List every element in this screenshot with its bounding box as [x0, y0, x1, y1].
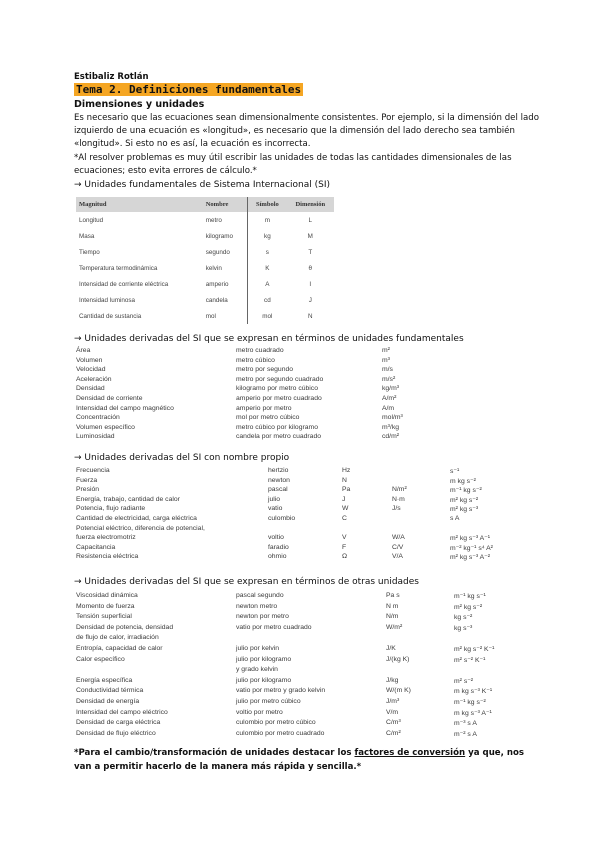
derived-magnitude: Densidad	[76, 385, 105, 393]
si-cell-magnitude: Temperatura termodinámica	[79, 264, 158, 272]
other-magnitude: Viscosidad dinámica	[76, 592, 138, 599]
si-row	[76, 212, 334, 228]
footer-text-before: *Para el cambio/transformación de unidades destacar los	[74, 748, 355, 758]
si-cell-dimension: N	[308, 312, 313, 320]
derived-magnitude: Concentración	[76, 414, 120, 422]
other-unit-base: m² s⁻² K⁻¹	[454, 656, 486, 664]
derived-magnitude: Luminosidad	[76, 433, 115, 441]
section-heading-derived-named: → Unidades derivadas del SI con nombre propio	[74, 453, 290, 463]
other-magnitude: de flujo de calor, irradiación	[76, 634, 159, 642]
named-unit-base: m² kg s⁻³ A⁻¹	[450, 535, 491, 543]
si-cell-symbol: A	[248, 276, 287, 292]
si-row	[76, 292, 334, 308]
named-unit-symbol: F	[342, 543, 347, 551]
other-unit-symbol: C/m²	[386, 729, 401, 737]
other-unit-name: julio por kelvin	[236, 645, 280, 652]
named-unit-name: julio	[268, 495, 281, 503]
other-unit-symbol: Pa s	[386, 592, 400, 599]
named-unit-symbol: Hz	[342, 467, 351, 474]
other-unit-name: y grado kelvin	[236, 666, 278, 674]
si-header-dimension: Dimensión	[287, 197, 334, 212]
si-header-name: Nombre	[203, 197, 248, 212]
other-unit-symbol: C/m³	[386, 719, 401, 727]
conversion-factors-link: factores de conversión	[354, 748, 466, 758]
named-unit-name: vatio	[268, 505, 283, 513]
named-magnitude: Potencial eléctrico, diferencia de potencial,	[76, 524, 205, 532]
derived-unit-name: metro cúbico por kilogramo	[236, 423, 318, 431]
other-magnitude: Intensidad del campo eléctrico	[76, 708, 168, 716]
other-unit-symbol: W/(m K)	[386, 687, 411, 695]
named-magnitude: fuerza electromotriz	[76, 534, 136, 542]
derived-unit-name: amperio por metro cuadrado	[236, 395, 322, 402]
other-unit-name: pascal segundo	[236, 592, 284, 599]
named-unit-symbol: V	[342, 534, 347, 542]
other-unit-name: julio por kilogramo	[236, 676, 292, 684]
named-unit-symbol: W	[342, 505, 349, 513]
footer-note	[74, 746, 544, 774]
si-cell-name: metro	[205, 216, 222, 224]
named-magnitude: Frecuencia	[76, 467, 110, 474]
other-unit-name: newton por metro	[236, 613, 289, 621]
derived-magnitude: Densidad de corriente	[76, 395, 143, 402]
si-row	[76, 244, 334, 260]
si-cell-symbol: m	[248, 212, 287, 228]
si-cell-name: kelvin	[205, 264, 222, 272]
named-unit-symbol: Pa	[342, 486, 351, 494]
derived-unit-symbol: A/m²	[382, 395, 397, 402]
named-unit-name: culombio	[268, 515, 296, 522]
si-cell-name: mol	[205, 312, 216, 320]
other-unit-base: kg s⁻³	[454, 624, 473, 632]
other-unit-name: newton metro	[236, 602, 278, 610]
derived-magnitude: Aceleración	[76, 375, 112, 383]
other-magnitude: Densidad de carga eléctrica	[76, 719, 161, 727]
si-cell-symbol: cd	[248, 292, 287, 308]
named-unit-name: ohmio	[268, 553, 287, 561]
si-cell-dimension: M	[307, 232, 313, 240]
si-cell-dimension: T	[308, 248, 313, 256]
other-unit-symbol: J/kg	[386, 676, 399, 684]
other-unit-base: m⁻² s A	[454, 730, 477, 738]
named-unit-expression: N·m	[392, 495, 405, 503]
si-cell-magnitude: Longitud	[79, 216, 104, 224]
named-unit-name: faradio	[268, 543, 289, 551]
other-magnitude: Momento de fuerza	[76, 602, 135, 610]
other-unit-symbol: W/m²	[386, 623, 403, 631]
named-magnitude: Resistencia eléctrica	[76, 553, 139, 561]
named-magnitude: Capacitancia	[76, 543, 116, 551]
derived-unit-symbol: mol/m³	[382, 414, 403, 422]
note-paragraph: *Al resolver problemas es muy útil escribir las unidades de todas las cantidades dimensionales de las ecuaciones; esto evita errores de cálculo.*	[74, 153, 512, 176]
other-unit-base: m⁻¹ kg s⁻²	[454, 699, 486, 706]
derived-magnitude: Volumen	[76, 356, 103, 364]
si-fundamental-table	[76, 197, 334, 324]
si-cell-magnitude: Intensidad de corriente eléctrica	[79, 280, 169, 288]
named-unit-name: voltio	[268, 534, 284, 542]
si-row	[76, 276, 334, 292]
si-cell-symbol: mol	[248, 308, 287, 324]
derived-unit-symbol: m³	[382, 356, 390, 364]
named-magnitude: Potencia, flujo radiante	[76, 505, 146, 513]
si-cell-name: candela	[205, 296, 228, 304]
si-cell-magnitude: Masa	[79, 232, 95, 240]
named-magnitude: Energía, trabajo, cantidad de calor	[76, 495, 180, 503]
other-unit-base: m kg s⁻³ K⁻¹	[454, 688, 493, 696]
derived-unit-name: kilogramo por metro cúbico	[236, 385, 318, 393]
author-name: Estibaliz Rotlán	[74, 72, 149, 82]
other-unit-symbol: N/m	[386, 613, 399, 621]
named-unit-base: m² kg s⁻³	[450, 506, 479, 514]
other-unit-name: julio por metro cúbico	[236, 698, 301, 705]
named-unit-expression: N/m²	[392, 486, 407, 494]
intro-paragraph: Es necesario que las ecuaciones sean dimensionalmente consistentes. Por ejemplo, si la dimensión del lado izquierdo de una ecuación es «longitud», es necesario que la dimensión del lado derecho sea también «longitud». Si esto no es así, la ecuación es incorrecta.	[74, 113, 539, 149]
other-magnitude: Energía específica	[76, 676, 133, 684]
si-cell-magnitude: Intensidad luminosa	[79, 296, 136, 304]
si-cell-symbol: K	[248, 260, 287, 276]
other-magnitude: Densidad de flujo eléctrico	[76, 729, 156, 737]
other-magnitude: Tensión superficial	[76, 613, 132, 621]
derived-unit-name: metro por segundo	[236, 366, 294, 374]
derived-unit-symbol: cd/m²	[382, 433, 399, 441]
si-cell-dimension: J	[308, 296, 312, 304]
other-magnitude: Calor específico	[76, 655, 125, 663]
other-unit-name: julio por kilogramo	[236, 655, 292, 663]
si-cell-name: segundo	[205, 248, 230, 256]
derived-unit-symbol: m²	[382, 347, 390, 354]
si-header-symbol: Símbolo	[248, 197, 287, 212]
si-row	[76, 308, 334, 324]
named-unit-base: m² kg s⁻³ A⁻²	[450, 554, 491, 562]
derived-magnitude: Intensidad del campo magnético	[76, 404, 174, 412]
si-header-magnitude: Magnitud	[76, 197, 203, 212]
section-heading-fundamental: → Unidades fundamentales de Sistema Internacional (SI)	[74, 180, 330, 190]
other-unit-name: vatio por metro cuadrado	[236, 623, 312, 631]
other-unit-name: culombio por metro cúbico	[236, 719, 316, 727]
named-unit-name: newton	[268, 476, 290, 484]
named-unit-expression: C/V	[392, 543, 404, 551]
derived-magnitude: Área	[76, 347, 91, 354]
named-unit-base: m² kg s⁻²	[450, 496, 479, 504]
other-unit-name: culombio por metro cuadrado	[236, 729, 325, 737]
si-cell-magnitude: Tiempo	[79, 248, 100, 256]
other-unit-name: voltio por metro	[236, 708, 283, 716]
si-row	[76, 260, 334, 276]
named-unit-symbol: N	[342, 476, 347, 484]
derived-unit-symbol: m³/kg	[382, 423, 399, 431]
derived-unit-symbol: A/m	[382, 404, 395, 412]
derived-unit-symbol: kg/m³	[382, 385, 399, 393]
other-unit-base: m⁻¹ kg s⁻¹	[454, 593, 486, 600]
named-unit-base: m⁻¹ kg s⁻²	[450, 487, 482, 495]
named-unit-symbol: Ω	[342, 553, 348, 561]
si-cell-name: amperio	[205, 280, 229, 288]
page-title: Tema 2. Definiciones fundamentales	[76, 83, 302, 96]
si-cell-dimension: θ	[308, 264, 313, 272]
named-unit-name: hertzio	[268, 467, 289, 474]
derived-unit-name: metro cuadrado	[236, 347, 284, 354]
si-cell-dimension: L	[308, 216, 313, 224]
section-heading-derived-fundamental: → Unidades derivadas del SI que se expresan en términos de unidades fundamentales	[74, 334, 464, 344]
named-unit-symbol: C	[342, 515, 347, 522]
named-magnitude: Fuerza	[76, 476, 98, 484]
derived-unit-name: candela por metro cuadrado	[236, 433, 322, 441]
section-subtitle: Dimensiones y unidades	[74, 99, 205, 110]
derived-unit-symbol: m/s²	[382, 375, 396, 383]
derived-unit-name: metro por segundo cuadrado	[236, 375, 324, 383]
named-unit-base: m kg s⁻²	[450, 477, 476, 485]
other-magnitude: Densidad de energía	[76, 698, 140, 705]
si-cell-symbol: s	[248, 244, 287, 260]
other-unit-base: kg s⁻²	[454, 614, 473, 622]
derived-unit-symbol: m/s	[382, 366, 393, 374]
named-unit-expression: W/A	[392, 534, 405, 542]
si-cell-dimension: I	[309, 280, 312, 288]
named-unit-base: s A	[450, 515, 460, 522]
other-magnitude: Entropía, capacidad de calor	[76, 645, 163, 652]
section-heading-derived-other: → Unidades derivadas del SI que se expresan en términos de otras unidades	[74, 577, 419, 587]
other-unit-symbol: V/m	[386, 708, 399, 716]
derived-unit-name: mol por metro cúbico	[236, 414, 300, 422]
si-cell-magnitude: Cantidad de sustancia	[79, 312, 142, 320]
other-unit-symbol: N m	[386, 602, 399, 610]
other-unit-base: m kg s⁻³ A⁻¹	[454, 709, 492, 717]
other-unit-symbol: J/(kg K)	[386, 655, 410, 663]
named-magnitude: Cantidad de electricidad, carga eléctrica	[76, 515, 197, 522]
other-unit-base: m⁻³ s A	[454, 720, 477, 728]
derived-magnitude: Volumen específico	[76, 423, 135, 431]
other-unit-base: m² kg s⁻² K⁻¹	[454, 646, 495, 653]
named-unit-expression: J/s	[392, 505, 401, 513]
si-row	[76, 228, 334, 244]
named-unit-expression: V/A	[392, 553, 403, 561]
footer-text-after: ya que, nos van a permitir hacerlo de la manera más rápida y sencilla.*	[74, 748, 525, 772]
other-unit-base: m² kg s⁻²	[454, 603, 483, 611]
other-magnitude: Densidad de potencia, densidad	[76, 623, 174, 631]
derived-unit-name: metro cúbico	[236, 356, 275, 364]
named-unit-symbol: J	[342, 495, 346, 503]
named-unit-base: s⁻¹	[450, 468, 460, 475]
other-unit-symbol: J/m³	[386, 698, 400, 705]
named-unit-base: m⁻² kg⁻¹ s⁴ A²	[450, 544, 493, 552]
named-unit-name: pascal	[268, 486, 288, 494]
si-cell-symbol: kg	[248, 228, 287, 244]
other-unit-name: vatio por metro y grado kelvin	[236, 687, 326, 695]
other-unit-base: m² s⁻²	[454, 677, 474, 685]
other-magnitude: Conductividad térmica	[76, 687, 144, 695]
other-unit-symbol: J/K	[386, 645, 396, 652]
named-magnitude: Presión	[76, 486, 100, 494]
derived-magnitude: Velocidad	[76, 366, 106, 374]
derived-unit-name: amperio por metro	[236, 404, 292, 412]
si-cell-name: kilogramo	[205, 232, 234, 240]
